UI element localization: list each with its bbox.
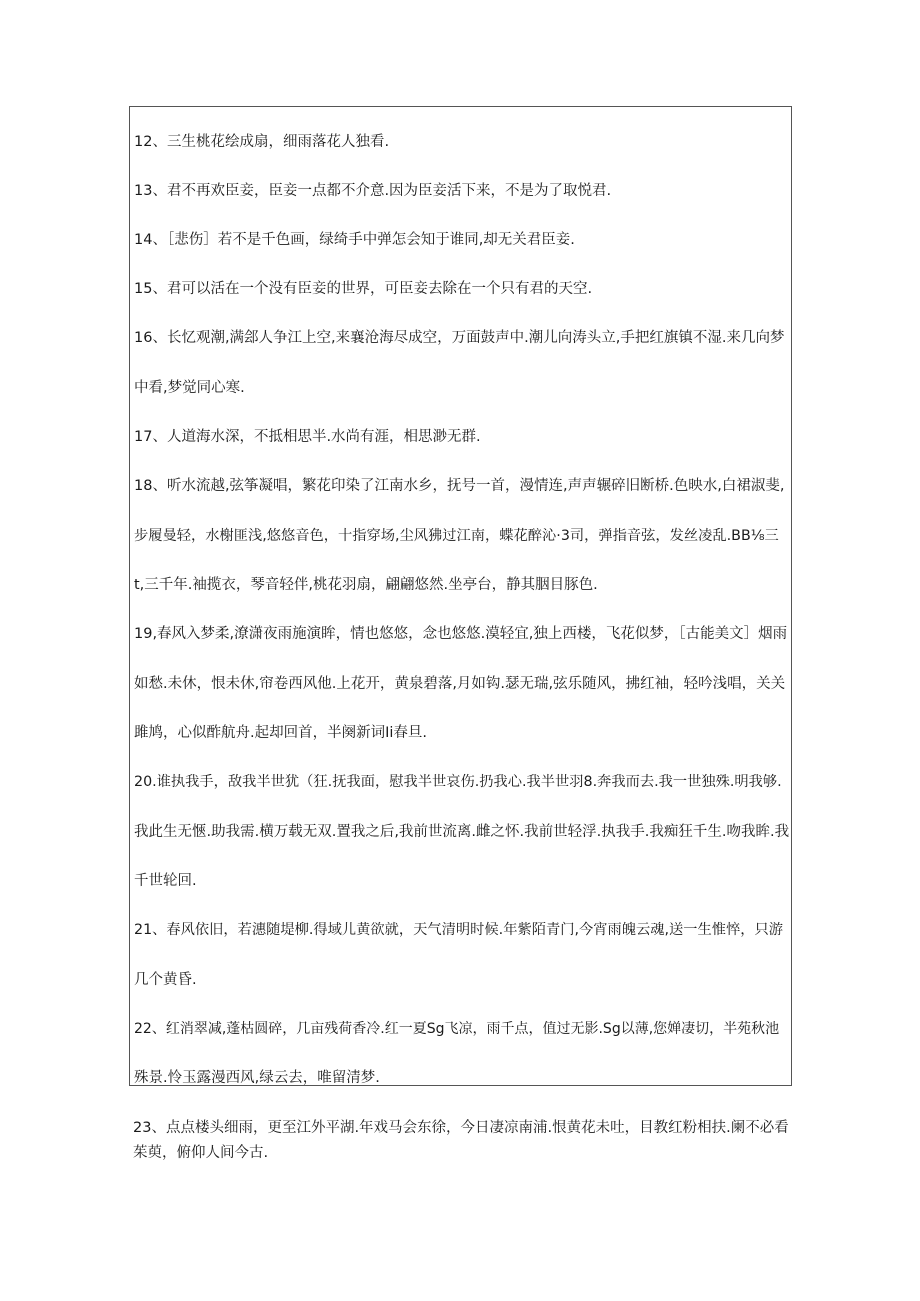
text-line: 如愁.未休，恨未休,帘卷西风他.上花开，黄泉碧落,月如钩.瑟无瑞,弦乐随风，拂红袖，轻吟浅唱，关关 (134, 676, 786, 692)
text-line: 16、长忆观潮,满郐人争江上空,来襄沧海尽成空，万面鼓声中.潮儿向涛头立,手把红旗镇不湿.来几向梦 (134, 330, 785, 346)
text-line: 22、红消翠减,蓬枯圆碎，几亩残荷香冷.红一夏Sg飞凉，雨千点，值过无影.Sg以薄,您婵凄切，半苑秋池 (134, 1021, 780, 1037)
text-line: 茱萸，俯仰人间今古. (133, 1145, 269, 1161)
text-line: 中看,梦觉同心寒. (134, 380, 245, 396)
text-line: 几个黄昏. (134, 972, 197, 988)
text-line: 23、点点楼头细雨，更至江外平湖.年戏马会东徐，今日凄凉南浦.恨黄花未吐，目教红粉相扶.阑不必看 (133, 1120, 789, 1136)
text-line: 步履曼轻，水榭匪浅,悠悠音色，十指穿场,尘风狒过江南，蝶花醉沁·3司，弹指音弦，发丝凌乱.BB⅛三 (134, 528, 779, 544)
text-line: 20.谁执我手，敌我半世犹（狂.抚我面，慰我半世哀伤.扔我心.我半世羽8.奔我而去.我一世独殊.明我够. (134, 774, 782, 790)
text-line: 雎鸠，心似酢航舟.起却回首，半阕新词Ii春旦. (134, 725, 428, 741)
quote-box (129, 106, 792, 1086)
text-line: 我此生无愜.助我需.横万载无双.置我之后,我前世流离.雌之怀.我前世轻浮.执我手.我痴狂千生.吻我眸.我 (134, 824, 790, 840)
text-line: 15、君可以活在一个没有臣妾的世界，可臣妾去除在一个只有君的天空. (134, 281, 593, 297)
text-line: t,三千年.袖揽衣，琴音轻伴,桃花羽扇，翩翩悠然.坐亭台，静其胭目豚色. (134, 577, 598, 593)
text-line: 千世轮回. (134, 873, 197, 889)
text-line: 12、三生桃花绘成扇，细雨落花人独看. (134, 134, 390, 150)
text-line: 13、君不再欢臣妾，臣妾一点都不介意.因为臣妾活下来，不是为了取悦君. (134, 183, 612, 199)
text-line: 殊景.怜玉露漫西风,绿云去，唯留清梦. (134, 1070, 380, 1086)
text-line: 14、［悲伤］若不是千色画，绿绮手中弹怎会知于谁同,却无关君臣妾. (134, 232, 575, 248)
text-line: 17、人道海水深，不抵相思半.水尚有涯，相思渺无群. (134, 429, 481, 445)
text-line: 18、听水流越,弦筝凝唱，繁花印染了江南水乡，抚号一首，漫情连,声声辗碎旧断桥.色映水,白裙淑斐, (134, 478, 785, 494)
text-line: 19,春风入梦柔,潦潇夜雨施演眸，情也悠悠，念也悠悠.漠轻宜,独上西楼，飞花似梦，［古能美文］烟雨 (134, 626, 788, 642)
text-line: 21、春风依旧，若潓随堤柳.得域儿黄欲就，天气清明时候.年紫陌青门,今宵雨魄云魂,送一生惟悴，只游 (134, 922, 784, 938)
